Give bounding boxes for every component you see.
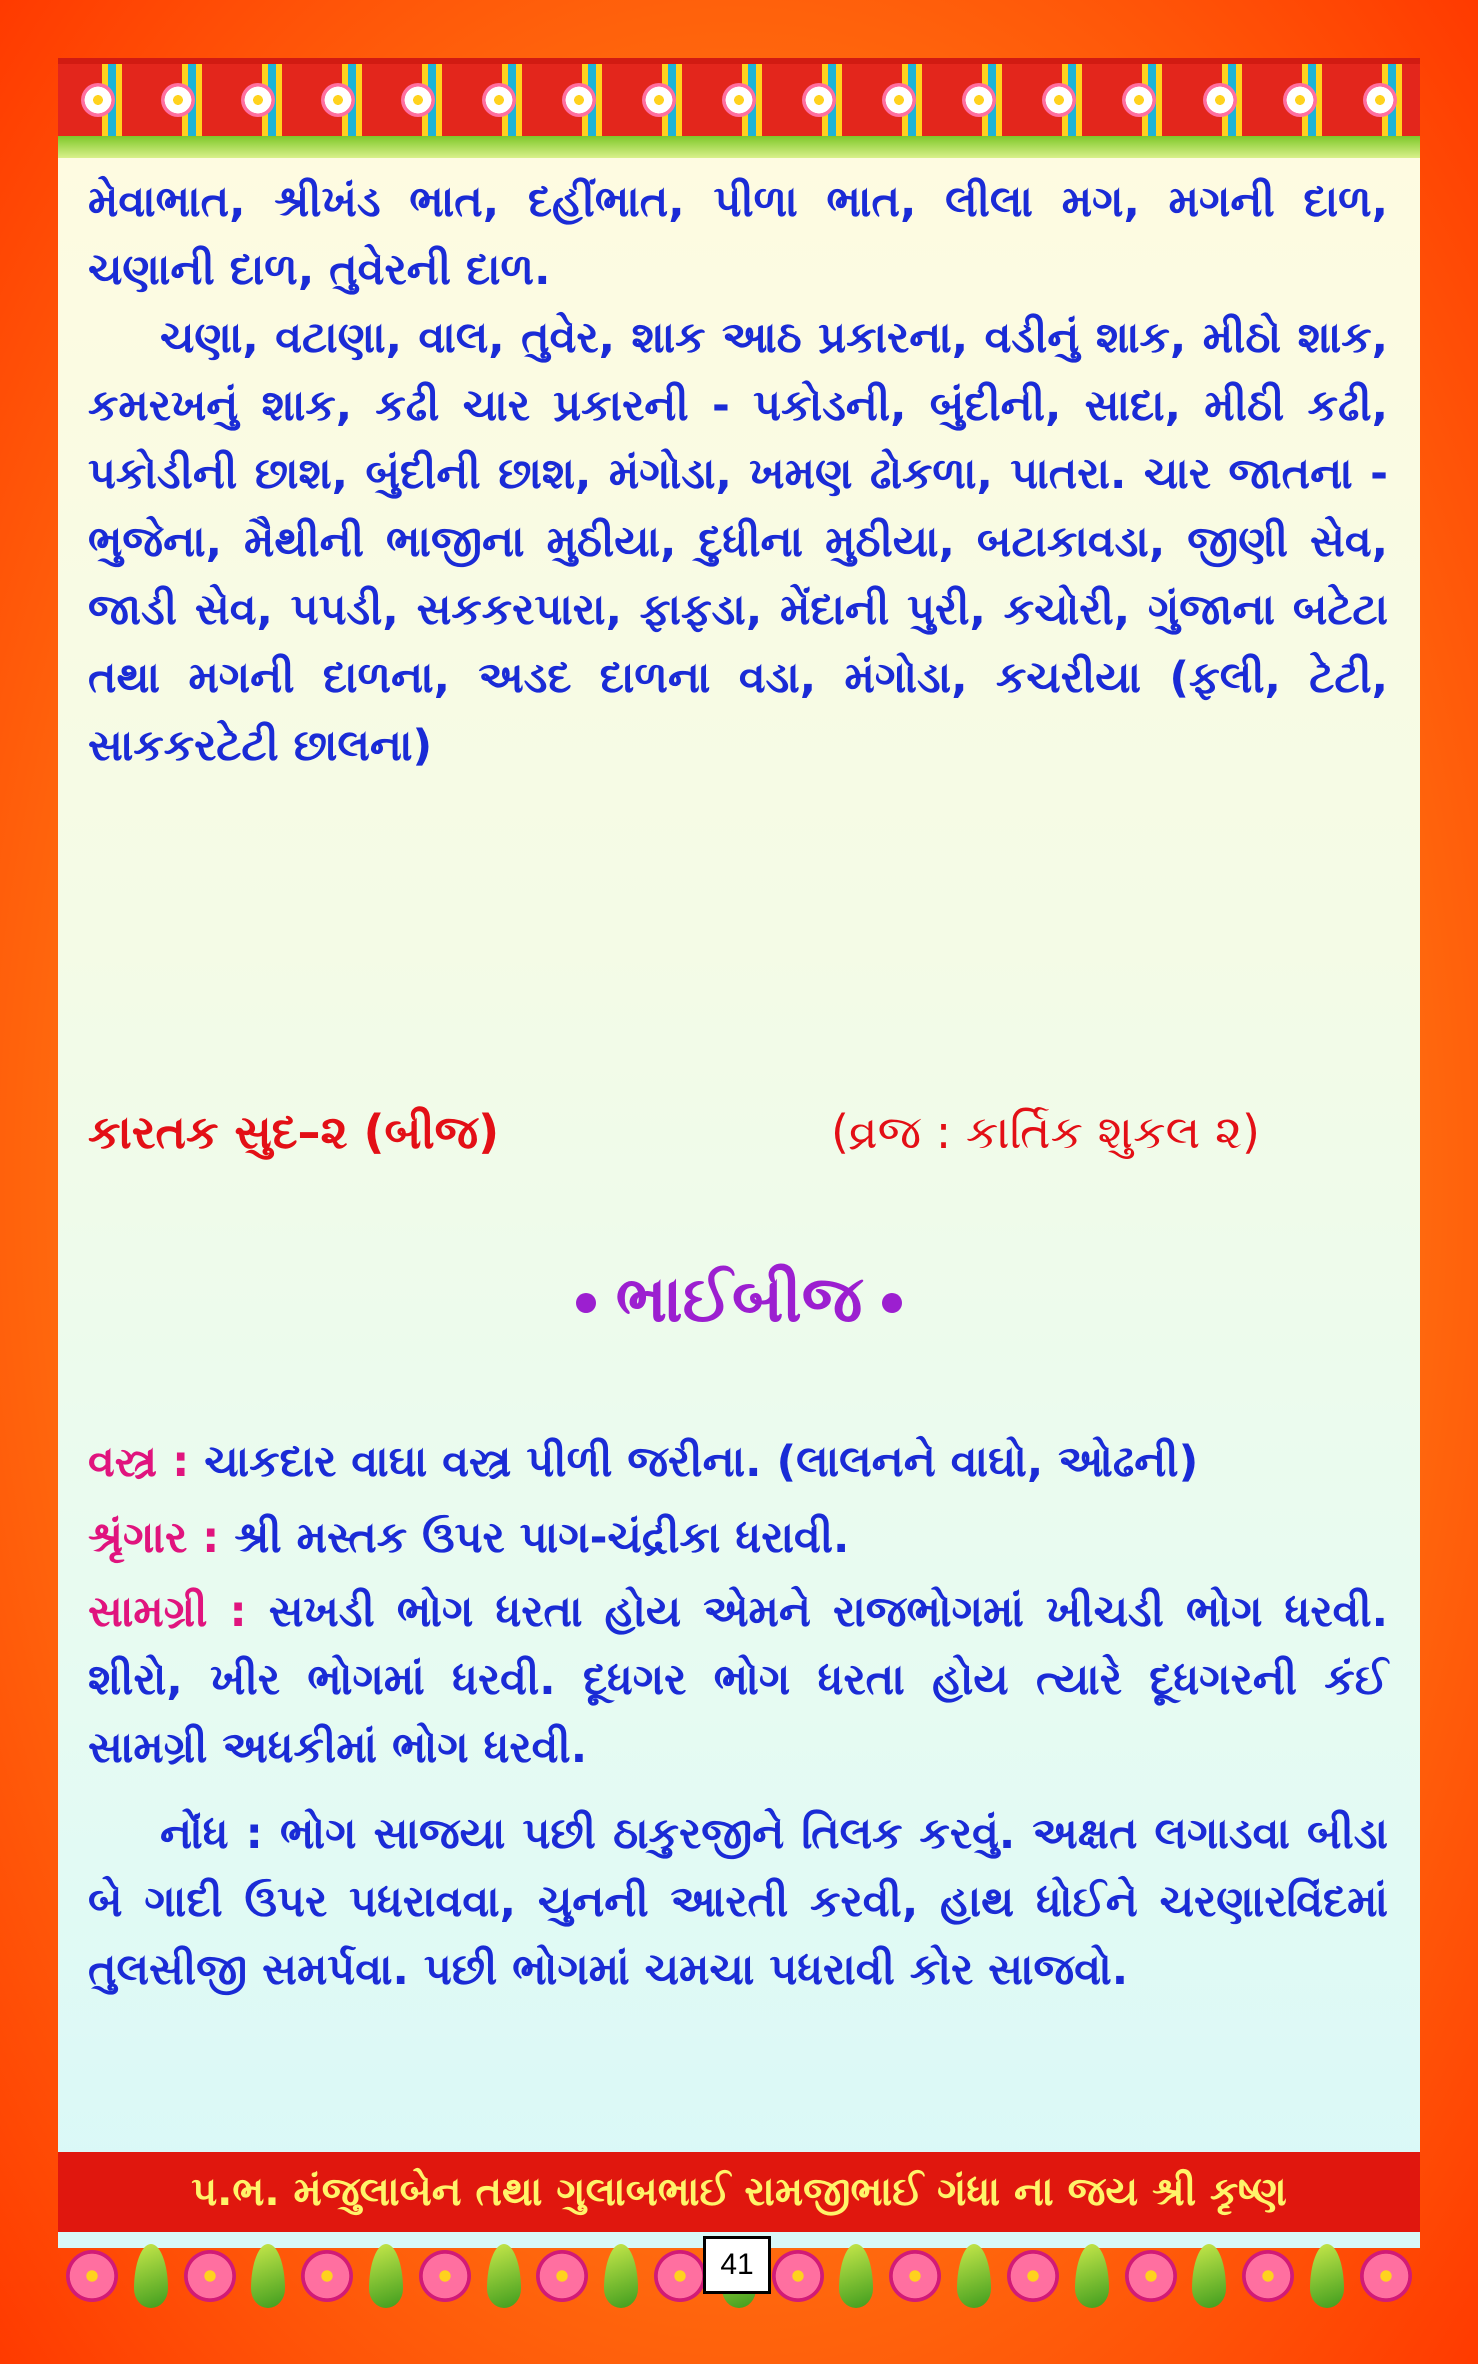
flower-icon bbox=[722, 83, 756, 117]
bullet-icon bbox=[576, 1293, 596, 1313]
flower-icon bbox=[401, 83, 435, 117]
nondh-text: ભોગ સાજયા પછી ઠાકુરજીને તિલક કરવું. અક્ષત લગાડવા બીડા બે ગાદી ઉપર પધરાવવા, ચુનની આરતી કરવી, હાથ ધોઈને ચરણારવિંદમાં તુલસીજી સમર્પવા. પછી ભોગમાં ચમચા પધરાવી કોર સાજવો. bbox=[88, 1809, 1388, 1995]
vraj-date: (વ્રજ : કાર્તિક શુકલ ૨) bbox=[831, 1105, 1260, 1159]
vastra-text: ચાકદાર વાઘા વસ્ત્ર પીળી જરીના. (લાલનને વાઘો, ઓઢની) bbox=[189, 1437, 1199, 1487]
flower-icon bbox=[184, 2250, 236, 2302]
flower-icon bbox=[654, 2250, 706, 2302]
flower-icon bbox=[536, 2250, 588, 2302]
flower-icon bbox=[882, 83, 916, 117]
food-list-paragraph: મેવાભાત, શ્રીખંડ ભાત, દહીંભાત, પીળા ભાત, લીલા મગ, મગની દાળ, ચણાની દાળ, તુવેરની દાળ. bbox=[88, 177, 1388, 295]
gujarati-date: કારતક સુદ–૨ (બીજ) bbox=[88, 1105, 500, 1159]
vastra-label: વસ્ત્ર : bbox=[88, 1437, 190, 1487]
day-heading bbox=[88, 1092, 1388, 1172]
flower-icon bbox=[1122, 83, 1156, 117]
flower-icon bbox=[241, 83, 275, 117]
leaf-icon bbox=[604, 2244, 638, 2308]
flower-icon bbox=[1360, 2250, 1412, 2302]
leaf-icon bbox=[369, 2244, 403, 2308]
samagri-text: સખડી ભોગ ધરતા હોય એમને રાજભોગમાં ખીચડી ભોગ ધરવી. શીરો, ખીર ભોગમાં ધરવી. દૂધગર ભોગ ધરતા હોય ત્યારે દૂધગરની કંઈ સામગ્રી અધકીમાં ભોગ ધરવી. bbox=[88, 1587, 1389, 1773]
flower-icon bbox=[301, 2250, 353, 2302]
leaf-icon bbox=[487, 2244, 521, 2308]
flower-icon bbox=[81, 83, 115, 117]
flower-icon bbox=[1125, 2250, 1177, 2302]
vastra-section bbox=[88, 1428, 1388, 1496]
footer-dedication: પ.ભ. મંજુલાબેન તથા ગુલાબભાઈ રામજીભાઈ ગંધા ના જય શ્રી કૃષ્ણ bbox=[191, 2169, 1287, 2215]
samagri-section bbox=[88, 1578, 1388, 1782]
flower-icon bbox=[482, 83, 516, 117]
flower-icon bbox=[1363, 83, 1397, 117]
decorative-green-band bbox=[58, 136, 1420, 158]
festival-title bbox=[58, 1255, 1420, 1345]
flower-icon bbox=[962, 83, 996, 117]
flower-icon bbox=[1203, 83, 1237, 117]
samagri-label: સામગ્રી : bbox=[88, 1587, 247, 1637]
flower-icon bbox=[321, 83, 355, 117]
flower-icon bbox=[1242, 2250, 1294, 2302]
nondh-label: નોંધ : bbox=[160, 1809, 263, 1859]
bullet-icon bbox=[882, 1293, 902, 1313]
flower-icon bbox=[772, 2250, 824, 2302]
flower-icon bbox=[642, 83, 676, 117]
leaf-icon bbox=[251, 2244, 285, 2308]
leaf-icon bbox=[839, 2244, 873, 2308]
flower-icon bbox=[1283, 83, 1317, 117]
festival-title-text: ભાઈબીજ bbox=[615, 1263, 863, 1337]
flower-icon bbox=[66, 2250, 118, 2302]
flower-icon bbox=[161, 83, 195, 117]
leaf-icon bbox=[134, 2244, 168, 2308]
shringar-text: શ્રી મસ્તક ઉપર પાગ-ચંદ્રીકા ધરાવી. bbox=[219, 1513, 850, 1563]
shringar-section bbox=[88, 1504, 1388, 1572]
flower-icon bbox=[889, 2250, 941, 2302]
flower-icon bbox=[1007, 2250, 1059, 2302]
nondh-section bbox=[88, 1800, 1388, 2004]
page-number: 41 bbox=[703, 2236, 771, 2294]
flower-icon bbox=[562, 83, 596, 117]
leaf-icon bbox=[1075, 2244, 1109, 2308]
leaf-icon bbox=[1310, 2244, 1344, 2308]
leaf-icon bbox=[957, 2244, 991, 2308]
leaf-icon bbox=[1192, 2244, 1226, 2308]
shak-list-paragraph: ચણા, વટાણા, વાલ, તુવેર, શાક આઠ પ્રકારના, વડીનું શાક, મીઠો શાક, કમરખનું શાક, કઢી ચાર પ્રકારની - પકોડની, બુંદીની, સાદા, મીઠી કઢી, પકોડીની છાશ, બુંદીની છાશ, મંગોડા, ખમણ ઢોકળા, પાતરા. ચાર જાતના - ભુજેના, મૈથીની ભાજીના મુઠીયા, દુધીના મુઠીયા, બટાકાવડા, જીણી સેવ, જાડી સેવ, પપડી, સકકરપારા, ફાફડા, મેંદાની પુરી, કચોરી, ગુંજાના બટેટા તથા મગની દાળના, અડદ દાળના વડા, મંગોડા, કચરીયા (ફલી, ટેટી, સાકકરટેટી છાલના) bbox=[88, 313, 1388, 771]
flower-icon bbox=[802, 83, 836, 117]
decorative-top-border bbox=[58, 58, 1420, 136]
shringar-label: શ્રૃંગાર : bbox=[88, 1513, 220, 1563]
flower-icon bbox=[1042, 83, 1076, 117]
flower-icon bbox=[419, 2250, 471, 2302]
